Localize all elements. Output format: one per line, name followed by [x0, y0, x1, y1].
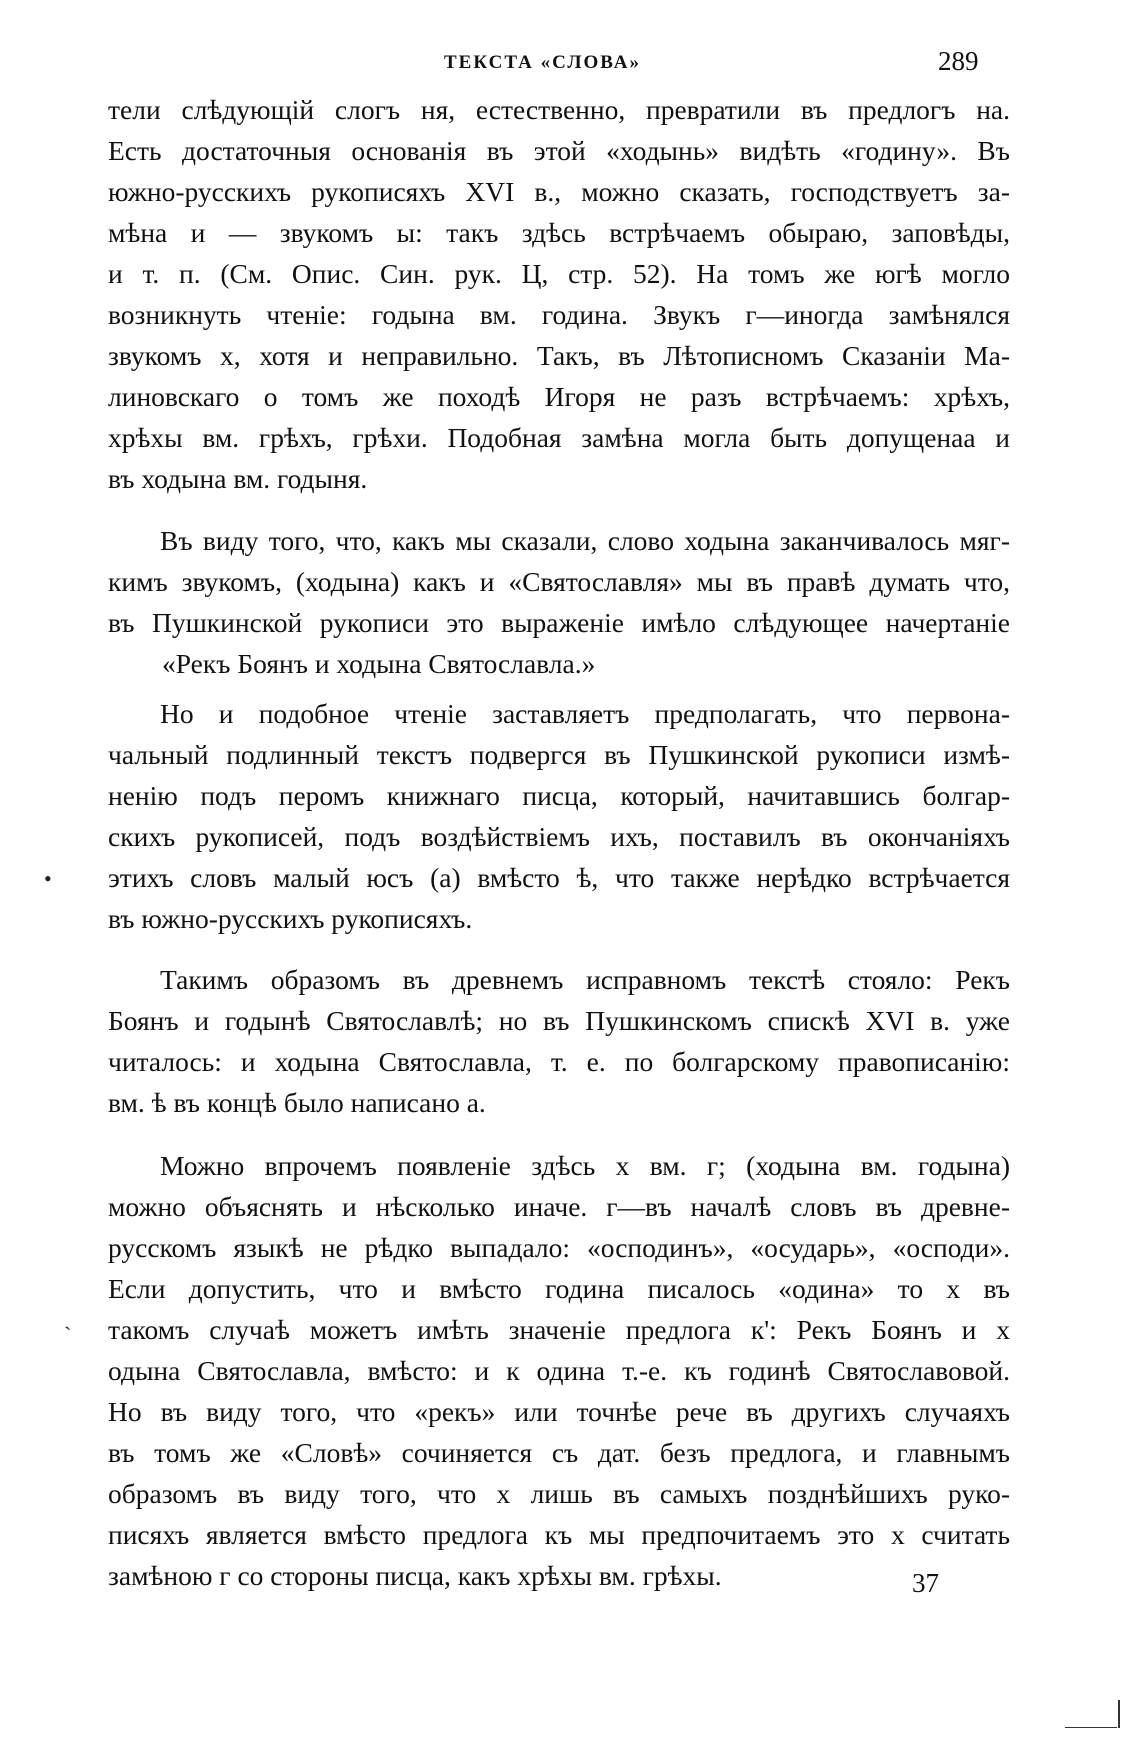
text-line: въ Пушкинской рукописи это выраженіе имѣло слѣдующее начертаніе [108, 607, 1010, 638]
text-line: Если допустить, что и вмѣсто година писалось «одина» то х въ [108, 1273, 1010, 1304]
text-line: въ ходына вм. годыня. [108, 463, 368, 494]
text-line: въ южно-русскихъ рукописяхъ. [108, 903, 473, 934]
text-line: можно объяснять и нѣсколько иначе. г—въ началѣ словъ въ древне- [108, 1191, 1010, 1222]
text-line: чальный подлинный текстъ подвергся въ Пушкинской рукописи измѣ- [108, 739, 1010, 770]
text-line: одына Святославла, вмѣсто: и к одина т.-е. къ годинѣ Святославовой. [108, 1355, 1010, 1386]
text-line: линовскаго о томъ же походѣ Игоря не разъ встрѣчаемъ: хрѣхъ, [108, 381, 1010, 412]
text-line: южно-русскихъ рукописяхъ XVI в., можно сказать, господствуетъ за- [108, 176, 1010, 207]
text-line: хрѣхы вм. грѣхъ, грѣхи. Подобная замѣна могла быть допущенаа и [108, 422, 1010, 453]
text-line: мѣна и — звукомъ ы: такъ здѣсь встрѣчаемъ обыраю, заповѣды, [108, 217, 1010, 248]
text-line: читалось: и ходына Святославла, т. е. по болгарскому правописанію: [108, 1046, 1010, 1077]
text-line: этихъ словъ малый юсъ (а) вмѣсто ѣ, что также нерѣдко встрѣчается [108, 862, 1010, 893]
corner-tick [1118, 1700, 1120, 1728]
page-number: 289 [938, 46, 979, 76]
text-line: образомъ въ виду того, что х лишь въ самыхъ позднѣйшихъ руко- [108, 1478, 1010, 1509]
text-line: русскомъ языкѣ не рѣдко выпадало: «осподинъ», «осударь», «осподи». [108, 1232, 1010, 1263]
text-line: Но и подобное чтеніе заставляетъ предполагать, что первона- [160, 698, 1010, 729]
text-line: Такимъ образомъ въ древнемъ исправномъ текстѣ стояло: Рекъ [160, 964, 1010, 995]
text-line: тели слѣдующій слогъ ня, естественно, превратили въ предлогъ на. [108, 94, 1010, 125]
text-line: ненію подъ перомъ книжнаго писца, который, начитавшись болгар- [108, 780, 1010, 811]
signature-mark: 37 [912, 1568, 939, 1598]
corner-rule [1065, 1727, 1117, 1728]
text-line: въ томъ же «Словѣ» сочиняется съ дат. безъ предлога, и главнымъ [108, 1437, 1010, 1468]
text-line: скихъ рукописей, подъ воздѣйствіемъ ихъ, поставилъ въ окончаніяхъ [108, 821, 1010, 852]
text-line: Въ виду того, что, какъ мы сказали, слово ходына заканчивалось мяг- [160, 525, 1010, 556]
margin-mark: ˋ [64, 1322, 72, 1347]
text-line: вм. ѣ въ концѣ было написано а. [108, 1087, 486, 1118]
text-line: замѣною г со стороны писца, какъ хрѣхы вм. грѣхы. [108, 1560, 722, 1591]
text-line: Но въ виду того, что «рекъ» или точнѣе рече въ другихъ случаяхъ [108, 1396, 1010, 1427]
text-line: Можно впрочемъ появленіе здѣсь х вм. г; (ходына вм. годына) [160, 1150, 1010, 1181]
text-line: возникнуть чтеніе: годына вм. година. Звукъ г—иногда замѣнялся [108, 299, 1010, 330]
text-line: звукомъ х, хотя и неправильно. Такъ, въ Лѣтописномъ Сказаніи Ма- [108, 340, 1010, 371]
text-line: писяхъ является вмѣсто предлога къ мы предпочитаемъ это х считать [108, 1519, 1010, 1550]
text-line: Есть достаточныя основанія въ этой «ходынь» видѣть «годину». Въ [108, 135, 1010, 166]
text-line: такомъ случаѣ можетъ имѣть значеніе предлога к': Рекъ Боянъ и х [108, 1314, 1010, 1345]
text-line: и т. п. (См. Опис. Син. рук. Ц, стр. 52). На томъ же югѣ могло [108, 258, 1010, 289]
quoted-line: «Рекъ Боянъ и ходына Святославла.» [162, 648, 596, 679]
text-line: кимъ звукомъ, (ходына) какъ и «Святославля» мы въ правѣ думать что, [108, 566, 1010, 597]
margin-dot: • [44, 866, 52, 891]
text-line: Боянъ и годынѣ Святославлѣ; но въ Пушкинскомъ спискѣ XVI в. уже [108, 1005, 1010, 1036]
running-title: ТЕКСТА «СЛОВА» [444, 52, 641, 73]
